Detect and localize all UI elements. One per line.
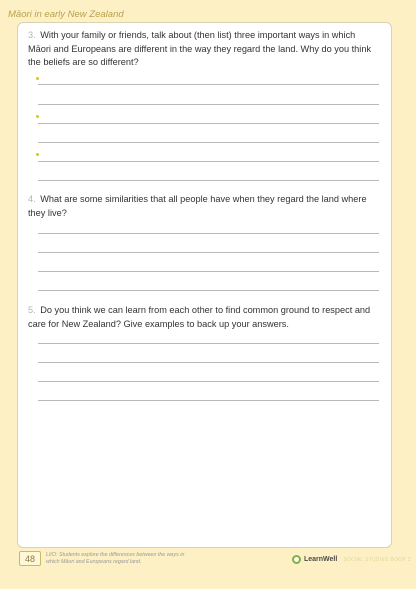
- worksheet-card: [17, 22, 392, 548]
- question-text: Do you think we can learn from each other to find common ground to respect and care for New Zealand? Give examples to back up your answers.: [28, 305, 371, 329]
- answer-line[interactable]: [38, 142, 379, 143]
- question-text: What are some similarities that all people have when they regard the land where they live?: [28, 194, 367, 218]
- question-number: 5.: [28, 305, 36, 315]
- series-name: SOCIAL STUDIES BOOK 3: [343, 556, 411, 563]
- learnwell-logo-icon: [292, 555, 301, 564]
- answer-line[interactable]: [38, 343, 379, 344]
- brand: [292, 555, 411, 564]
- answer-line[interactable]: [38, 233, 379, 234]
- question-3: [28, 29, 379, 70]
- answer-line[interactable]: [38, 161, 379, 162]
- answer-line[interactable]: [38, 271, 379, 272]
- page-number: 48: [19, 551, 41, 566]
- question-5: [28, 304, 379, 331]
- answer-line[interactable]: [38, 252, 379, 253]
- question-4: [28, 193, 379, 220]
- answer-line[interactable]: [38, 290, 379, 291]
- bullet-3: [36, 153, 39, 156]
- question-text: With your family or friends, talk about (then list) three important ways in which Māori and Europeans are different in the way they regard the land. Why do you think the beliefs are so different?: [28, 30, 372, 68]
- answer-line[interactable]: [38, 104, 379, 105]
- answer-line[interactable]: [38, 84, 379, 85]
- bullet-1: [36, 77, 39, 80]
- question-number: 3.: [28, 30, 36, 40]
- header-title: Māori in early New Zealand: [8, 9, 124, 20]
- answer-line[interactable]: [38, 362, 379, 363]
- bullet-2: [36, 115, 39, 118]
- answer-line[interactable]: [38, 180, 379, 181]
- question-number: 4.: [28, 194, 36, 204]
- answer-line[interactable]: [38, 123, 379, 124]
- brand-name: LearnWell: [304, 556, 338, 563]
- answer-line[interactable]: [38, 381, 379, 382]
- footer-note: LI/O: Students explore the differences between the ways in which Māori and Europeans regard land.: [46, 552, 185, 565]
- answer-line[interactable]: [38, 400, 379, 401]
